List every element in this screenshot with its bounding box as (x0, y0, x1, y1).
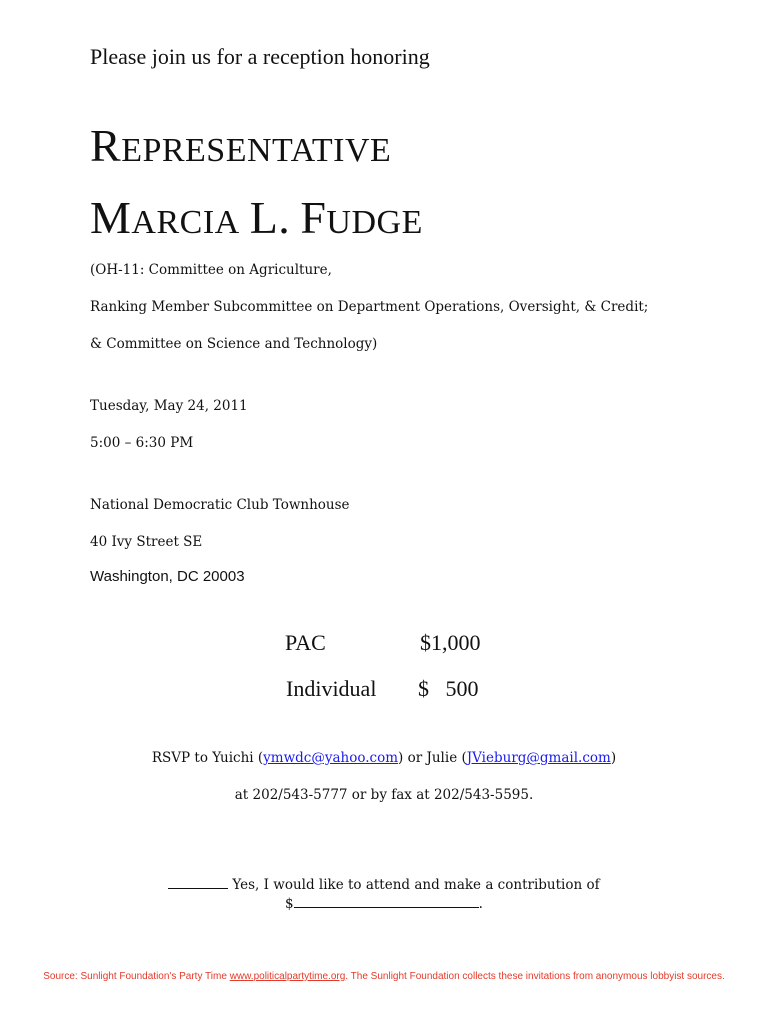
pac-amount: $1,000 (420, 630, 481, 655)
venue-street: 40 Ivy Street SE (90, 534, 203, 550)
individual-amount: $ 500 (418, 676, 479, 701)
rsvp-email-yuichi[interactable]: ymwdc@yahoo.com (263, 750, 399, 766)
amount-period: . (478, 896, 483, 912)
rsvp-phone: at 202/543-5777 or by fax at 202/543-5595. (234, 787, 534, 803)
committee-line: & Committee on Science and Technology) (90, 336, 378, 352)
committee-line: (OH-11: Committee on Agriculture, (90, 262, 332, 278)
first-initial: M (90, 192, 132, 243)
attend-line (0, 876, 768, 893)
intro-text: Please join us for a reception honoring (90, 44, 430, 69)
event-time: 5:00 – 6:30 PM (90, 435, 194, 451)
attend-text: Yes, I would like to attend and make a contribution of (232, 877, 600, 893)
footer-suffix: . The Sunlight Foundation collects these invitations from anonymous lobbyist sources. (345, 971, 725, 982)
footer-prefix: Source: Sunlight Foundation's Party Time (43, 971, 230, 982)
rsvp-suffix: ) (610, 750, 617, 766)
pac-label: PAC (285, 630, 326, 655)
rsvp-email-julie[interactable]: JVieburg@gmail.com (466, 750, 611, 766)
last-rest: UDGE (326, 204, 423, 241)
rsvp-prefix: RSVP to Yuichi ( (151, 750, 264, 766)
last-initial: F (300, 192, 327, 243)
venue-city: Washington, DC 20003 (90, 568, 245, 585)
event-date: Tuesday, May 24, 2011 (90, 398, 248, 414)
venue-name: National Democratic Club Townhouse (90, 497, 350, 513)
honoree-title (90, 119, 391, 172)
attend-blank[interactable] (168, 876, 228, 889)
title-initial: R (90, 120, 122, 171)
rsvp-middle: ) or Julie ( (398, 750, 467, 766)
first-rest: ARCIA (131, 204, 240, 241)
rsvp-line (0, 750, 768, 766)
dollar-sign: $ (285, 896, 294, 912)
source-footer (0, 971, 768, 982)
amount-blank[interactable] (294, 895, 479, 908)
honoree-name (90, 191, 423, 244)
committee-line: Ranking Member Subcommittee on Department Operations, Oversight, & Credit; (90, 299, 649, 315)
amount-line (0, 895, 768, 912)
individual-label: Individual (286, 676, 377, 701)
title-rest: EPRESENTATIVE (121, 132, 392, 169)
middle-initial: L. (249, 192, 291, 243)
footer-link[interactable]: www.politicalpartytime.org (229, 971, 346, 982)
